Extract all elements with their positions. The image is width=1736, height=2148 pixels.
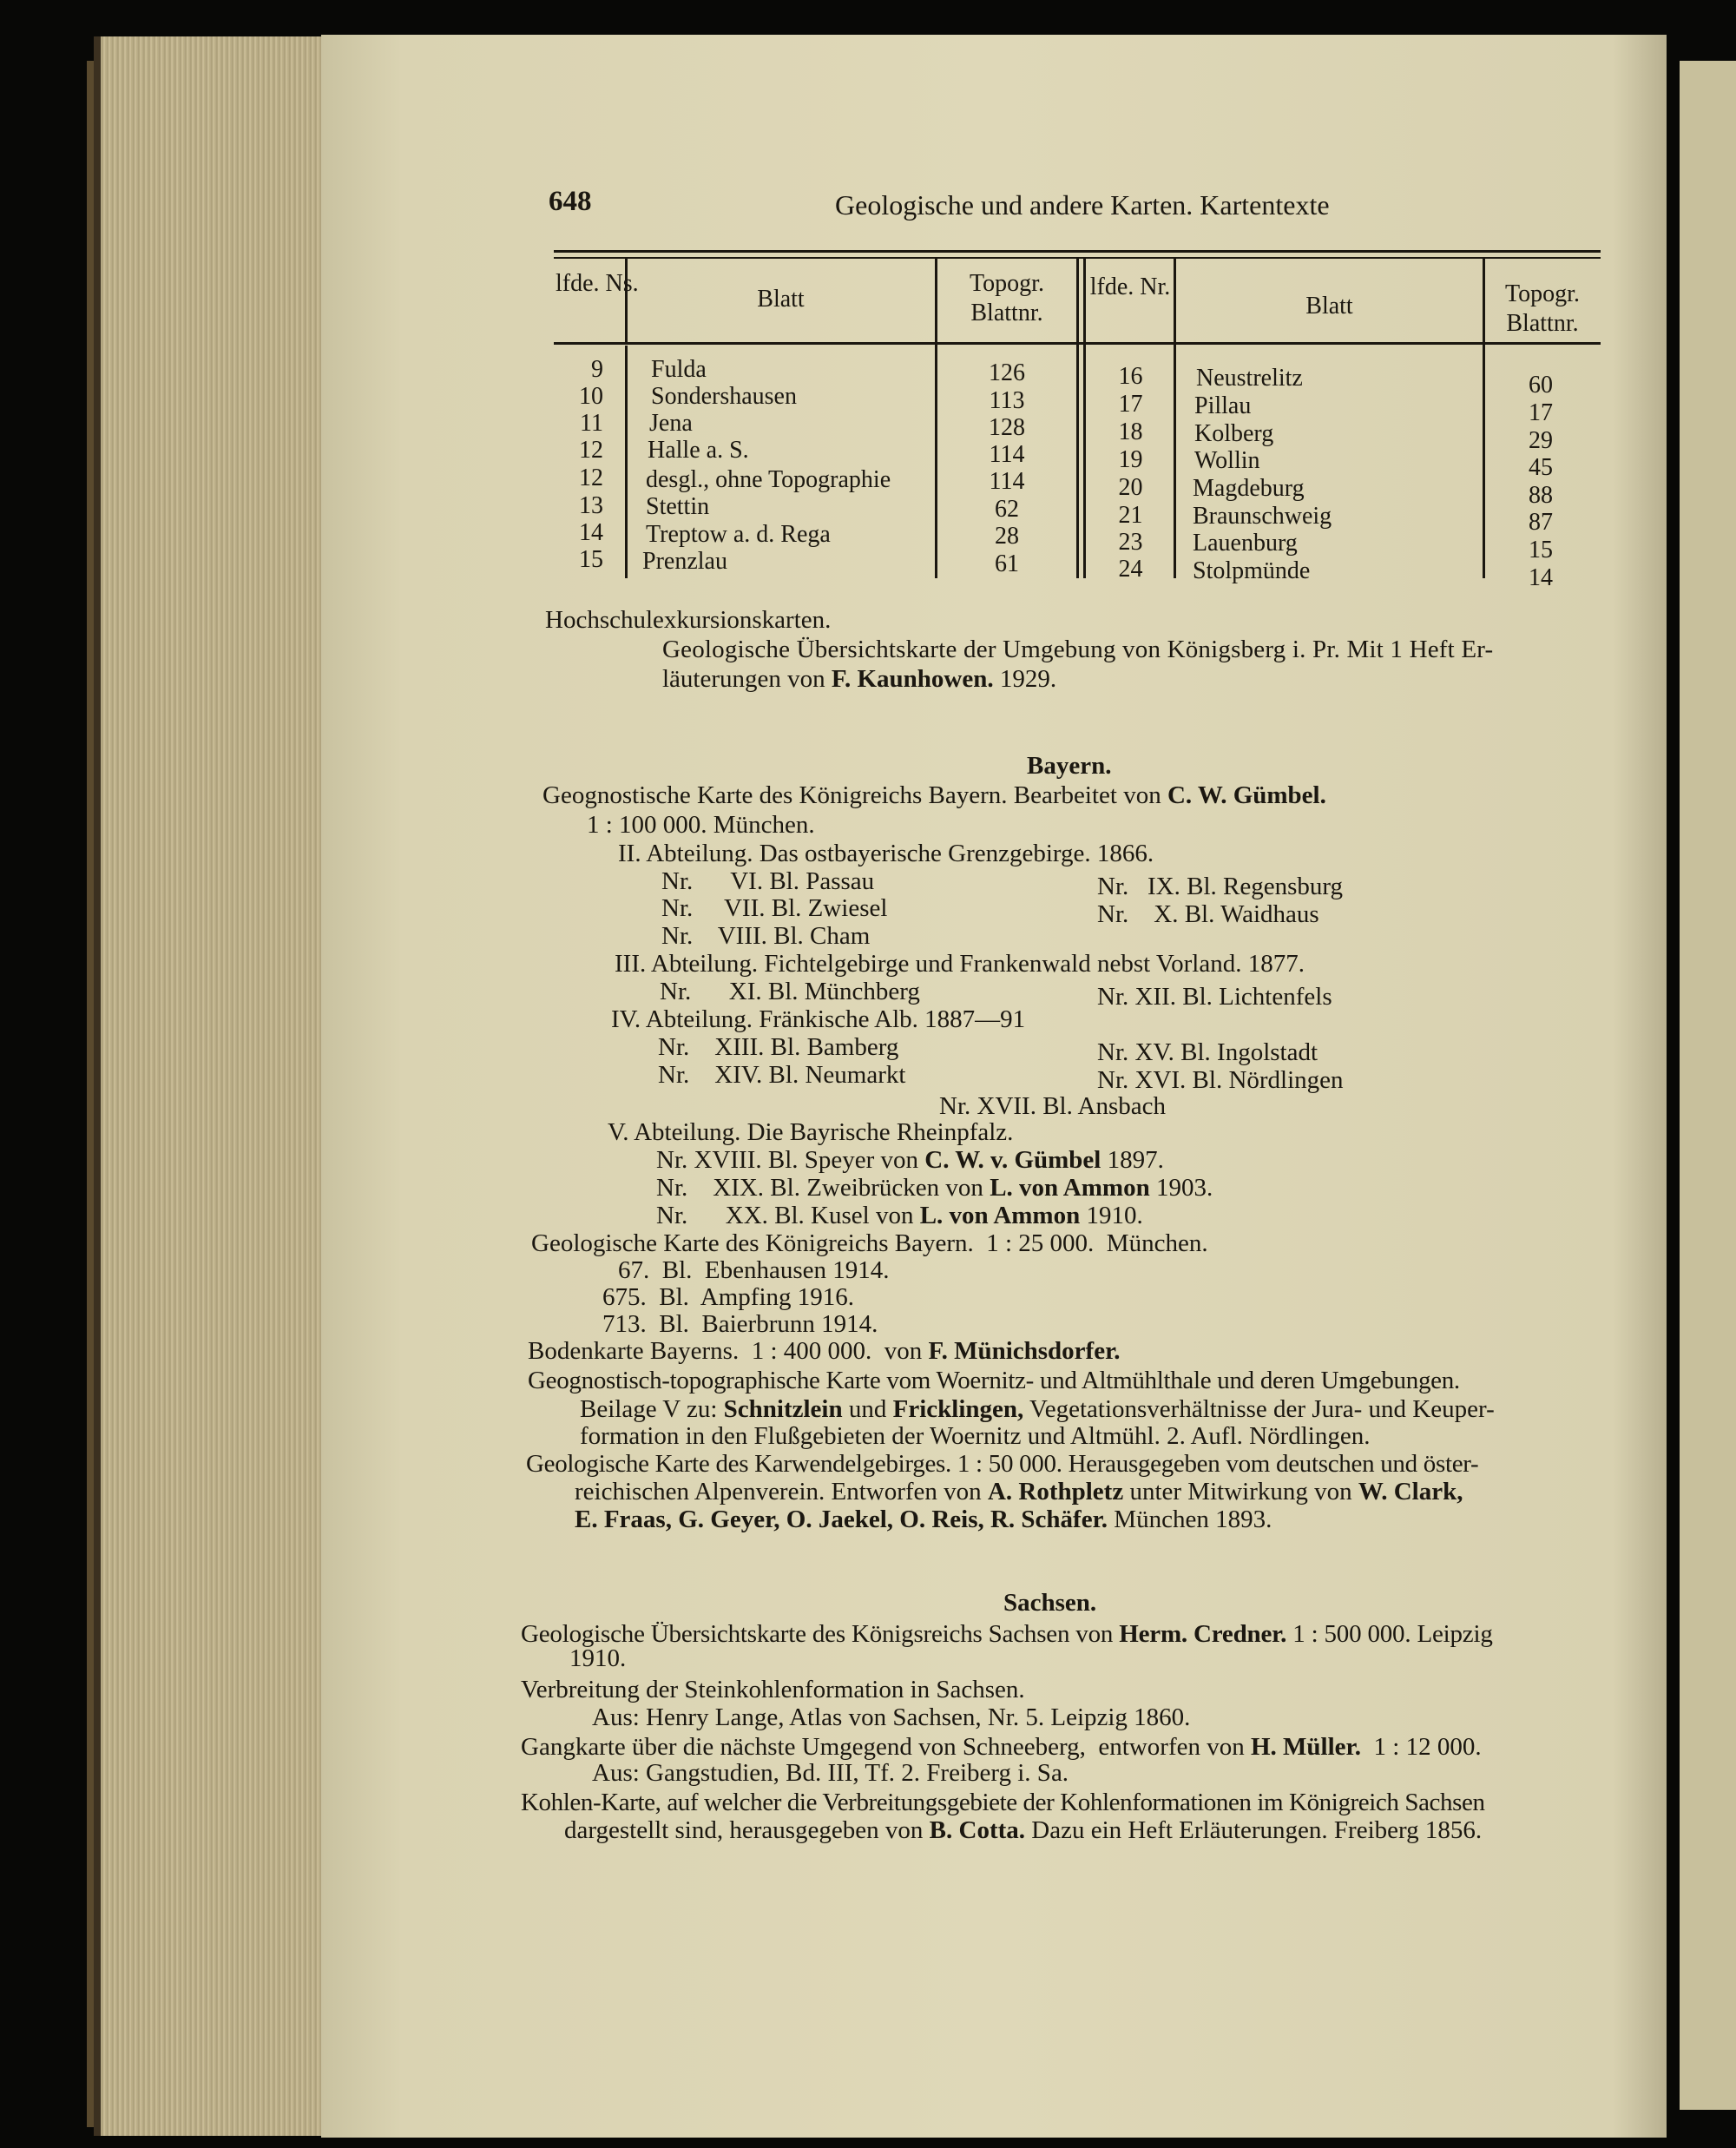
table-cell: Lauenburg (1193, 530, 1298, 557)
text-line: Nr. XIX. Bl. Zweibrücken von L. von Ammon 1903. (656, 1174, 1213, 1202)
table-cell: 17 (1118, 391, 1143, 418)
table-cell: Kolberg (1194, 420, 1274, 447)
table-cell: Braunschweig (1193, 503, 1332, 530)
text-line: Geologische Karte des Königreichs Bayern. 1 : 25 000. München. (531, 1229, 1208, 1257)
table-cell: 88 (1529, 482, 1553, 509)
text-line: Nr. IX. Bl. Regensburg (1097, 873, 1344, 900)
table-cell: 20 (1118, 474, 1143, 501)
table-cell: Stettin (646, 493, 710, 520)
text-line: Aus: Henry Lange, Atlas von Sachsen, Nr. 5. Leipzig 1860. (592, 1703, 1191, 1731)
running-title: Geologische und andere Karten. Kartentexte (835, 189, 1330, 221)
table-cell: 13 (579, 492, 603, 519)
text-line: 1910. (569, 1644, 627, 1672)
text-line: Nr. XIV. Bl. Neumarkt (658, 1061, 906, 1089)
table-cell: Wollin (1194, 447, 1260, 474)
text-line: Nr. X. Bl. Waidhaus (1097, 900, 1319, 928)
table-cell: 45 (1529, 454, 1553, 481)
table-cell: 114 (989, 441, 1025, 468)
table-cell: 21 (1118, 502, 1143, 529)
table-cell: 9 (591, 356, 603, 383)
text-line: Beilage V zu: Schnitzlein und Fricklingen, Vegetationsverhältnisse der Jura- und Keuper- (580, 1395, 1495, 1423)
text-line: Aus: Gangstudien, Bd. III, Tf. 2. Freiberg i. Sa. (592, 1759, 1069, 1787)
text-line: Nr. XVIII. Bl. Speyer von C. W. v. Gümbel 1897. (656, 1146, 1164, 1174)
table-cell: 15 (579, 546, 603, 573)
table-cell: Treptow a. d. Rega (646, 521, 831, 548)
table-cell: 17 (1529, 399, 1553, 426)
table-cell: Jena (649, 410, 693, 437)
table-double-vline (1083, 259, 1086, 578)
text-line: Geognostisch-topographische Karte vom Woernitz- und Altmühlthale und deren Umgebungen. (528, 1367, 1460, 1394)
table-cell: desgl., ohne Topographie (646, 466, 891, 493)
table-cell: 23 (1118, 529, 1143, 556)
text-line: reichischen Alpenverein. Entworfen von A. Rothpletz unter Mitwirkung von W. Clark, (575, 1478, 1463, 1506)
column-header-topogr: Topogr. Blattnr. (970, 270, 1044, 326)
table-cell: Fulda (651, 356, 707, 383)
table-vline (625, 346, 628, 578)
text-line: Kohlen-Karte, auf welcher die Verbreitungsgebiete der Kohlenformationen im Königreich Sachsen (521, 1789, 1485, 1816)
section-title: Hochschulexkursionskarten. (545, 606, 832, 634)
table-cell: 61 (995, 550, 1019, 577)
table-cell: Neustrelitz (1196, 365, 1303, 392)
table-cell: Pillau (1194, 392, 1252, 419)
table-cell: Magdeburg (1193, 475, 1305, 502)
text-line: dargestellt sind, herausgegeben von B. Cotta. Dazu ein Heft Erläuterungen. Freiberg 1856. (564, 1816, 1483, 1844)
text-line: 1 : 100 000. München. (587, 811, 815, 839)
table-cell: 15 (1529, 537, 1553, 563)
text-line: Geognostische Karte des Königreichs Bayern. Bearbeitet von C. W. Gümbel. (542, 781, 1326, 809)
table-cell: 18 (1118, 418, 1143, 445)
table-cell: 12 (579, 437, 603, 464)
text-line: IV. Abteilung. Fränkische Alb. 1887—91 (611, 1005, 1026, 1033)
table-double-vline (1076, 259, 1079, 578)
table-cell: Sondershausen (651, 383, 797, 410)
text-line: Gangkarte über die nächste Umgegend von Schneeberg, entworfen von H. Müller. 1 : 12 000. (521, 1733, 1482, 1761)
table-cell: 114 (989, 468, 1025, 495)
column-header-blatt: Blatt (1305, 293, 1353, 320)
table-top-rule (554, 250, 1601, 253)
text-line: III. Abteilung. Fichtelgebirge und Frankenwald nebst Vorland. 1877. (615, 950, 1305, 978)
table-cell: 14 (579, 519, 603, 546)
table-cell: 14 (1529, 564, 1553, 591)
text-line: Nr. XII. Bl. Lichtenfels (1097, 983, 1332, 1011)
column-header-blatt: Blatt (757, 286, 805, 313)
table-cell: 128 (989, 414, 1025, 441)
table-cell: 12 (579, 465, 603, 491)
text-line: Geologische Karte des Karwendelgebirges. 1 : 50 000. Herausgegeben vom deutschen und öster- (526, 1450, 1479, 1478)
table-cell: 126 (989, 359, 1025, 386)
text-line: Geologische Übersichtskarte der Umgebung von Königsberg i. Pr. Mit 1 Heft Er- (662, 636, 1494, 663)
text-line: E. Fraas, G. Geyer, O. Jaekel, O. Reis, R. Schäfer. München 1893. (575, 1506, 1272, 1533)
table-cell: Halle a. S. (648, 437, 749, 464)
table-cell: 10 (579, 383, 603, 410)
text-line: Nr. XVI. Bl. Nördlingen (1097, 1066, 1344, 1094)
text-line: Nr. XI. Bl. Münchberg (660, 978, 920, 1005)
table-cell: 16 (1118, 363, 1143, 390)
text-line: Geologische Übersichtskarte des Königsreichs Sachsen von Herm. Credner. 1 : 500 000. Leipzig (521, 1620, 1493, 1648)
table-cell: 60 (1529, 372, 1553, 399)
table-cell: Stolpmünde (1193, 557, 1311, 584)
table-cell: 87 (1529, 509, 1553, 536)
text-line: 675. Bl. Ampfing 1916. (602, 1283, 855, 1311)
text-line: 713. Bl. Baierbrunn 1914. (602, 1310, 878, 1338)
table-cell: Prenzlau (642, 548, 727, 575)
text-line: formation in den Flußgebieten der Woernitz und Altmühl. 2. Aufl. Nördlingen. (580, 1422, 1371, 1450)
text-line: läuterungen von F. Kaunhowen. 1929. (662, 665, 1057, 693)
table-vline (1483, 259, 1485, 578)
text-line: Nr. XVII. Bl. Ansbach (939, 1092, 1166, 1120)
adjacent-page (1680, 61, 1736, 2110)
column-header-lfde: lfde. Nr. (1089, 273, 1171, 300)
table-cell: 11 (580, 410, 603, 437)
table-cell: 62 (995, 496, 1019, 523)
text-line: Nr. XX. Bl. Kusel von L. von Ammon 1910. (656, 1202, 1143, 1229)
table-cell: 113 (989, 387, 1025, 414)
column-header-lfde: lfde. Ns. (556, 270, 639, 297)
table-cell: 19 (1118, 446, 1143, 473)
text-line: Nr. VII. Bl. Zwiesel (661, 894, 888, 922)
table-cell: 24 (1118, 556, 1143, 583)
text-line: V. Abteilung. Die Bayrische Rheinpfalz. (608, 1118, 1014, 1146)
text-line: 67. Bl. Ebenhausen 1914. (618, 1256, 890, 1284)
section-heading-bayern: Bayern. (1027, 752, 1112, 780)
text-line: Verbreitung der Steinkohlenformation in Sachsen. (521, 1676, 1025, 1703)
table-cell: 29 (1529, 427, 1553, 454)
page-number: 648 (549, 186, 592, 217)
section-heading-sachsen: Sachsen. (1003, 1589, 1097, 1617)
text-line: II. Abteilung. Das ostbayerische Grenzgebirge. 1866. (618, 840, 1154, 867)
table-cell: 28 (995, 523, 1019, 550)
text-line: Bodenkarte Bayerns. 1 : 400 000. von F. Münichsdorfer. (528, 1337, 1121, 1365)
text-line: Nr. XIII. Bl. Bamberg (658, 1033, 899, 1061)
text-line: Nr. VIII. Bl. Cham (661, 922, 871, 950)
column-header-topogr: Topogr. Blattnr. (1505, 280, 1580, 337)
text-line: Nr. VI. Bl. Passau (661, 867, 875, 895)
text-line: Nr. XV. Bl. Ingolstadt (1097, 1038, 1318, 1066)
